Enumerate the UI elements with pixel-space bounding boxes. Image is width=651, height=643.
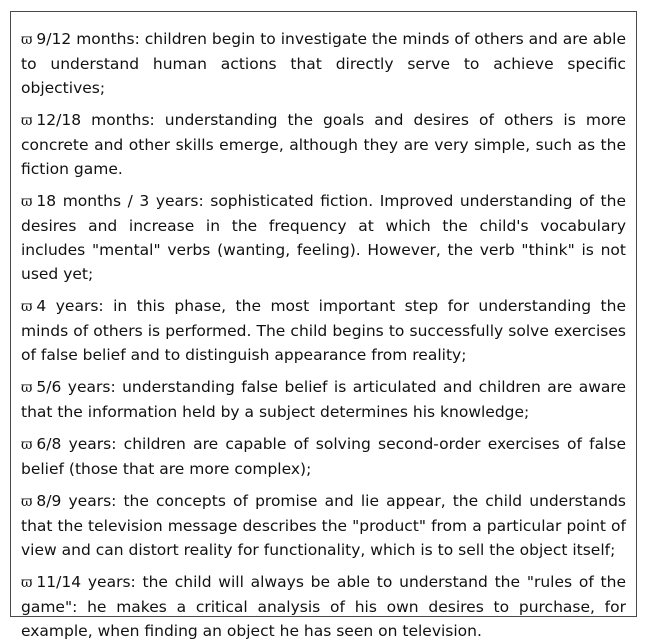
bullet-icon: ϖ — [21, 575, 33, 591]
stage-item-8-9-years — [21, 489, 626, 562]
bullet-icon: ϖ — [21, 32, 33, 48]
stage-text: 6/8 years: children are capable of solving second-order exercises of false belief (those that are more complex); — [21, 435, 626, 478]
stage-item-18-months-3-years — [21, 189, 626, 286]
developmental-stages-box — [10, 11, 637, 640]
stage-text: 9/12 months: children begin to investigate the minds of others and are able to understand human actions that directly serve to achieve specific objectives; — [21, 30, 626, 97]
stage-item-5-6-years — [21, 375, 626, 424]
stage-item-6-8-years — [21, 432, 626, 481]
bullet-icon: ϖ — [21, 113, 33, 129]
bullet-icon: ϖ — [21, 494, 33, 510]
stage-item-12-18-months — [21, 108, 626, 181]
stage-item-9-12-months — [21, 27, 626, 100]
bullet-icon: ϖ — [21, 299, 33, 315]
bullet-icon: ϖ — [21, 194, 33, 210]
bullet-icon: ϖ — [21, 380, 33, 396]
stage-item-4-years — [21, 294, 626, 367]
stage-text: 8/9 years: the concepts of promise and lie appear, the child understands that the television message describes the "product" from a particular point of view and can distort reality for functionality, which is to sell the object itself; — [21, 492, 626, 559]
stage-text: 12/18 months: understanding the goals and desires of others is more concrete and other skills emerge, although they are very simple, such as the fiction game. — [21, 111, 626, 178]
stage-text: 5/6 years: understanding false belief is articulated and children are aware that the information held by a subject determines his knowledge; — [21, 378, 626, 421]
stage-item-11-14-years — [21, 570, 626, 643]
stage-text: 18 months / 3 years: sophisticated fiction. Improved understanding of the desires and increase in the frequency at which the child's vocabulary includes "mental" verbs (wanting, feeling). However, the verb "think" is not used yet; — [21, 192, 626, 283]
bullet-icon: ϖ — [21, 437, 33, 453]
stage-text: 11/14 years: the child will always be able to understand the "rules of the game": he makes a critical analysis of his own desires to purchase, for example, when finding an object he has seen on television. — [21, 573, 626, 640]
stage-text: 4 years: in this phase, the most important step for understanding the minds of others is performed. The child begins to successfully solve exercises of false belief and to distinguish appearance from reality; — [21, 297, 626, 364]
